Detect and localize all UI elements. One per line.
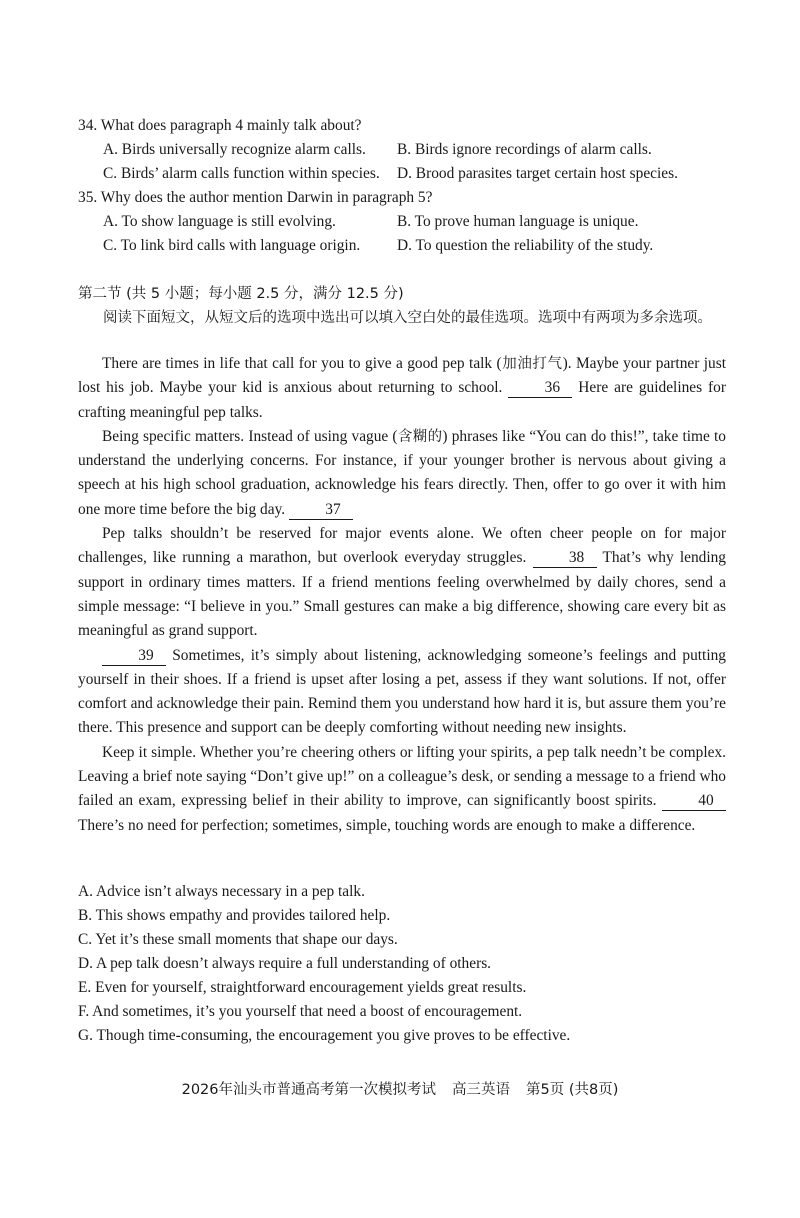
- choice-c: C. Yet it’s these small moments that shape our days.: [78, 931, 398, 948]
- passage-paragraph-5: Keep it simple. Whether you’re cheering others or lifting your spirits, a pep talk needn’t be complex. Leaving a brief note saying “Don’t give up!” on a colleague’s desk, or sending a message to a friend who failed an exam, expressing belief in their ability to improve, can significantly boost spirits. 40 There’s no need for perfection; sometimes, simple, touching words are enough to make a difference.: [78, 743, 726, 834]
- q35-option-c: C. To link bird calls with language origin.: [103, 237, 361, 254]
- choice-d: D. A pep talk doesn’t always require a full understanding of others.: [78, 955, 492, 972]
- choice-b: B. This shows empathy and provides tailored help.: [78, 907, 391, 924]
- q35-option-d: D. To question the reliability of the study.: [397, 237, 654, 254]
- passage-paragraph-3: Pep talks shouldn’t be reserved for major events alone. We often cheer people on for major challenges, like running a marathon, but overlook everyday struggles. 38 That’s why lending support in ordinary times matters. If a friend mentions feeling overwhelmed by daily chores, send a simple message: “I believe in you.” Small gestures can make a big difference, showing care every bit as meaningful as grand support.: [78, 525, 727, 640]
- q35-option-a: A. To show language is still evolving.: [103, 213, 336, 230]
- blank-39[interactable]: 39: [102, 647, 166, 666]
- passage-paragraph-2: Being specific matters. Instead of using vague (含糊的) phrases like “You can do this!”, take time to understand the underlying concerns. For instance, if your younger brother is nervous about giving a speech at his high school graduation, acknowledge his fears directly. Then, offer to go over it with him one more time before the big day. 37: [78, 427, 726, 518]
- blank-40[interactable]: 40: [662, 792, 726, 811]
- q34-option-b: B. Birds ignore recordings of alarm calls.: [397, 141, 652, 158]
- q34-stem: 34. What does paragraph 4 mainly talk about?: [78, 117, 362, 134]
- footer-exam-title: 2026年汕头市普通高考第一次模拟考试: [181, 1082, 437, 1098]
- q35-option-b: B. To prove human language is unique.: [397, 213, 639, 230]
- section-header: 第二节 (共 5 小题；每小题 2.5 分，满分 12.5 分): [78, 286, 404, 302]
- footer-subject: 高三英语: [452, 1082, 511, 1098]
- footer-page-number: 第5页 (共8页): [526, 1082, 619, 1098]
- blank-36[interactable]: 36: [508, 379, 572, 398]
- choice-g: G. Though time-consuming, the encouragement you give proves to be effective.: [78, 1027, 571, 1044]
- blank-37[interactable]: 37: [289, 501, 353, 520]
- q34-option-a: A. Birds universally recognize alarm calls.: [103, 141, 366, 158]
- blank-38[interactable]: 38: [533, 549, 597, 568]
- passage-paragraph-1: There are times in life that call for you to give a good pep talk (加油打气). Maybe your partner just lost his job. Maybe your kid is anxious about returning to school. 36 Here are guidelines for crafting meaningful pep talks.: [78, 355, 727, 421]
- choice-a: A. Advice isn’t always necessary in a pep talk.: [78, 883, 365, 900]
- choice-f: F. And sometimes, it’s you yourself that need a boost of encouragement.: [78, 1003, 523, 1020]
- passage-paragraph-4: 39 Sometimes, it’s simply about listening, acknowledging someone’s feelings and putting yourself in their shoes. If a friend is upset after losing a pet, assess if they want solutions. If not, offer comfort and acknowledge their pain. Remind them you understand how hard it is, but assure them you’re there. This presence and support can be deeply comforting without needing new insights.: [78, 646, 726, 737]
- choice-e: E. Even for yourself, straightforward encouragement yields great results.: [78, 979, 527, 996]
- passage: [78, 352, 726, 838]
- q35-stem: 35. Why does the author mention Darwin in paragraph 5?: [78, 189, 433, 206]
- section-instruction: 阅读下面短文，从短文后的选项中选出可以填入空白处的最佳选项。选项中有两项为多余选项。: [103, 310, 712, 326]
- q34-option-c: C. Birds’ alarm calls function within species.: [103, 165, 380, 182]
- q34-option-d: D. Brood parasites target certain host species.: [397, 165, 678, 182]
- page-footer: [0, 1078, 800, 1099]
